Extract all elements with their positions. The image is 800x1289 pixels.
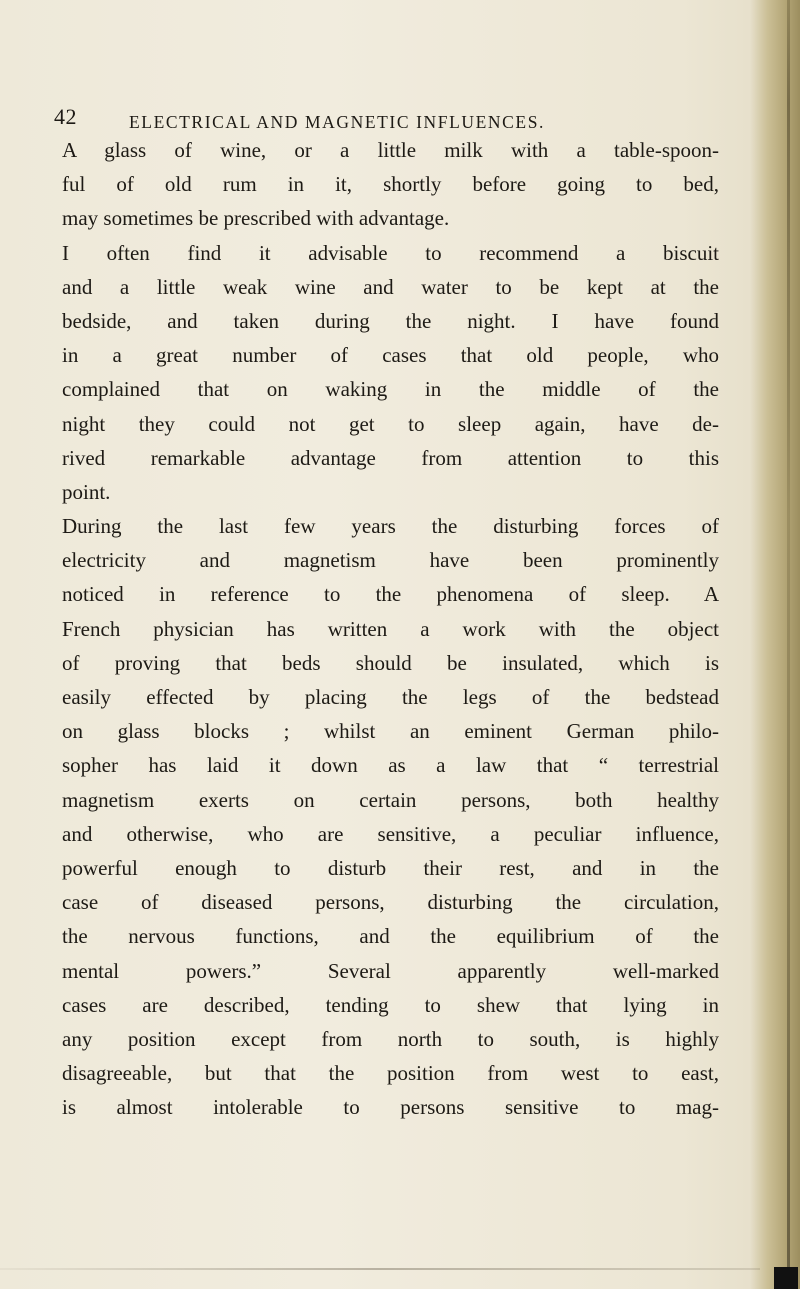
text-line: point. [62, 479, 111, 504]
running-title: ELECTRICAL AND MAGNETIC INFLUENCES. [129, 112, 546, 132]
text-line: on glass blocks ; whilst an eminent German philo- [62, 719, 719, 744]
text-line: of proving that beds should be insulated, which is [62, 650, 719, 675]
binding-edge [787, 0, 790, 1289]
text-line: ful of old rum in it, shortly before going to bed, [62, 172, 719, 197]
text-line: easily effected by placing the legs of the bedstead [62, 685, 719, 709]
text-line: sopher has laid it down as a law that “ terrestrial [62, 753, 719, 778]
text-line: I often find it advisable to recommend a biscuit [62, 240, 719, 265]
text-line: noticed in reference to the phenomena of sleep. A [62, 582, 719, 607]
text-line: powerful enough to disturb their rest, and in the [62, 855, 719, 880]
text-line: any position except from north to south, is highly [62, 1026, 719, 1051]
text-line: cases are described, tending to shew that lying in [62, 992, 719, 1017]
page-number: 42 [54, 104, 77, 129]
text-line: A glass of wine, or a little milk with a table-spoon- [62, 138, 719, 162]
text-line: case of diseased persons, disturbing the circulation, [62, 890, 719, 915]
text-line: in a great number of cases that old people, who [62, 343, 719, 368]
text-line: and otherwise, who are sensitive, a peculiar influence, [62, 821, 719, 846]
text-line: is almost intolerable to persons sensitive to mag- [62, 1095, 719, 1120]
text-line: the nervous functions, and the equilibrium of the [62, 924, 719, 949]
body-text [62, 133, 719, 1124]
text-line: During the last few years the disturbing forces of [62, 514, 719, 539]
text-line: bedside, and taken during the night. I have found [62, 308, 719, 333]
text-line: French physician has written a work with the object [62, 616, 719, 641]
text-line: and a little weak wine and water to be kept at the [62, 274, 719, 299]
text-line: may sometimes be prescribed with advantage. [62, 206, 450, 231]
page-bottom-edge [0, 1268, 760, 1270]
text-line: night they could not get to sleep again, have de- [62, 411, 719, 436]
text-line: magnetism exerts on certain persons, both healthy [62, 787, 719, 812]
text-line: complained that on waking in the middle of the [62, 377, 719, 402]
scan-corner-mark [774, 1267, 798, 1289]
text-line: rived remarkable advantage from attention to this [62, 445, 719, 470]
page-gutter-shadow [750, 0, 800, 1289]
text-line: disagreeable, but that the position from west to east, [62, 1061, 719, 1086]
text-line: mental powers.” Several apparently well-marked [62, 958, 719, 983]
text-line: electricity and magnetism have been prominently [62, 548, 719, 573]
